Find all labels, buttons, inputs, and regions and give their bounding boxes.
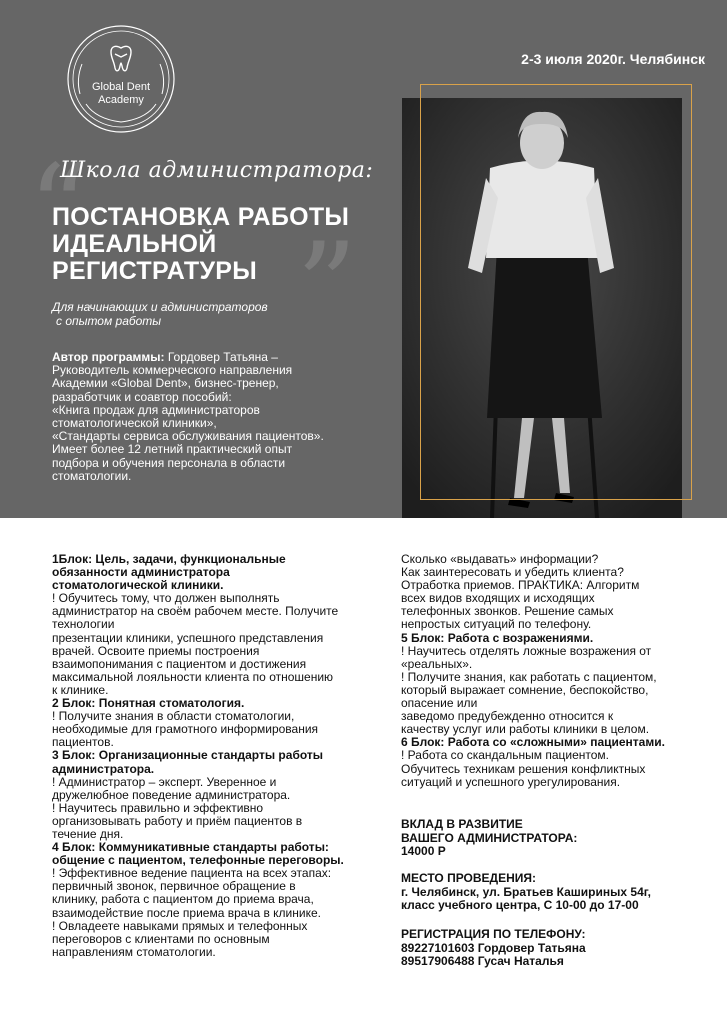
- program-line: Обучитесь техникам решения конфликтных: [401, 761, 646, 776]
- program-line: администратор на своём рабочем месте. Получите: [52, 604, 339, 619]
- title-line-2: ИДЕАЛЬНОЙ: [52, 230, 217, 258]
- quote-open-icon: “: [28, 140, 90, 279]
- program-line: 4 Блок: Коммуникативные стандарты работы:: [52, 840, 329, 855]
- program-line: опасение или: [401, 696, 478, 711]
- program-right-column: [401, 553, 701, 789]
- venue-line-2: класс учебного центра, С 10-00 до 17-00: [401, 898, 639, 912]
- program-line: течение дня.: [52, 826, 124, 841]
- program-line: к клинике.: [52, 682, 109, 697]
- program-line: ! Администратор – эксперт. Уверенное и: [52, 774, 277, 789]
- program-line: презентации клиники, успешного представления: [52, 630, 324, 645]
- school-script-title: Школа администратора:: [60, 158, 374, 183]
- author-line: подбора и обучения персонала в области: [52, 455, 286, 470]
- program-line: максимальной лояльности клиента по отношению: [52, 669, 334, 684]
- program-line: ! Научитесь отделять ложные возражения от: [401, 643, 652, 658]
- program-line: 3 Блок: Организационные стандарты работы: [52, 748, 324, 763]
- author-line: Академии «Global Dent», бизнес-тренер,: [52, 376, 279, 391]
- price-line-1: ВКЛАД В РАЗВИТИЕ: [401, 817, 523, 831]
- program-line: направлениям стоматологии.: [52, 944, 216, 959]
- subtitle-line-1: Для начинающих и администраторов: [52, 300, 268, 314]
- program-line: ! Получите знания, как работать с пациентом,: [401, 669, 657, 684]
- author-line: Руководитель коммерческого направления: [52, 363, 293, 378]
- program-line: клинику, работа с пациентом до приема врача,: [52, 892, 314, 907]
- program-line: ! Обучитесь тому, что должен выполнять: [52, 591, 280, 606]
- program-line: ! Работа со скандальным пациентом.: [401, 748, 609, 763]
- quote-close-icon: ”: [296, 218, 358, 357]
- author-line: стоматологической клиники»,: [52, 416, 217, 431]
- registration-contact-1: 89227101603 Гордовер Татьяна: [401, 940, 586, 955]
- program-line: Сколько «выдавать» информации?: [401, 552, 599, 566]
- program-line: дружелюбное поведение администратора.: [52, 787, 291, 802]
- program-line: качеству услуг или работы клиники в целом.: [401, 722, 650, 737]
- program-line: организовывать работу и приём пациентов в: [52, 813, 303, 828]
- program-line: 1Блок: Цель, задачи, функциональные: [52, 552, 286, 566]
- program-line: взаимопонимания с пациентом и достижения: [52, 656, 307, 671]
- author-text: Гордовер Татьяна –: [164, 350, 278, 364]
- program-line: необходимые для грамотного информирования: [52, 722, 319, 737]
- program-line: ! Овладеете навыками прямых и телефонных: [52, 918, 308, 933]
- event-date: 2-3 июля 2020г. Челябинск: [521, 51, 705, 67]
- program-line: всех видов входящих и исходящих: [401, 591, 595, 606]
- price-amount: 14000 Р: [401, 844, 446, 858]
- program-line: заведомо предубежденно относится к: [401, 709, 614, 724]
- program-line: Отработка приемов. ПРАКТИКА: Алгоритм: [401, 578, 640, 593]
- title-line-3: РЕГИСТРАТУРЫ: [52, 257, 258, 285]
- author-line: Имеет более 12 летний практический опыт: [52, 442, 293, 457]
- venue-label: МЕСТО ПРОВЕДЕНИЯ:: [401, 871, 537, 885]
- program-line: стоматологической клиники.: [52, 578, 224, 593]
- program-line: ! Научитесь правильно и эффективно: [52, 800, 264, 815]
- program-left-column: [52, 553, 382, 959]
- price-block: [401, 818, 577, 859]
- program-line: общение с пациентом, телефонные переговоры.: [52, 853, 344, 868]
- program-line: телефонных звонков. Решение самых: [401, 604, 614, 619]
- program-line: врачей. Освоите приемы построения: [52, 643, 260, 658]
- program-line: технологии: [52, 617, 115, 632]
- program-line: администратора.: [52, 761, 155, 776]
- logo-line-2: Academy: [98, 94, 144, 106]
- author-line: «Книга продаж для администраторов: [52, 402, 260, 417]
- program-line: первичный звонок, первичное обращение в: [52, 879, 296, 894]
- logo-text: [66, 81, 176, 107]
- author-description: [52, 351, 372, 483]
- program-line: переговоров с клиентами по основным: [52, 931, 270, 946]
- page-title: [52, 204, 349, 285]
- gold-frame: [420, 84, 692, 500]
- author-line: «Стандарты сервиса обслуживания пациентов».: [52, 429, 324, 444]
- author-line: стоматологии.: [52, 468, 132, 483]
- program-line: взаимодействие после приема врача в клинике.: [52, 905, 321, 920]
- program-line: ! Получите знания в области стоматологии,: [52, 709, 295, 724]
- program-line: обязанности администратора: [52, 565, 230, 580]
- venue-block: [401, 872, 651, 913]
- program-line: ситуаций и успешного урегулирования.: [401, 774, 621, 789]
- program-line: 2 Блок: Понятная стоматология.: [52, 696, 245, 711]
- program-line: ! Эффективное ведение пациента на всех этапах:: [52, 866, 332, 881]
- logo-line-1: Global Dent: [91, 81, 151, 93]
- registration-contact-2: 89517906488 Гусач Наталья: [401, 954, 564, 968]
- global-dent-logo: [66, 24, 176, 134]
- program-line: пациентов.: [52, 735, 114, 750]
- registration-block: [401, 928, 586, 969]
- program-line: который выражает сомнение, беспокойство,: [401, 682, 649, 697]
- program-line: 5 Блок: Работа с возражениями.: [401, 630, 594, 645]
- program-line: Как заинтересовать и убедить клиента?: [401, 565, 624, 580]
- author-label: Автор программы:: [52, 350, 165, 364]
- price-line-2: ВАШЕГО АДМИНИСТРАТОРА:: [401, 830, 578, 845]
- registration-label: РЕГИСТРАЦИЯ ПО ТЕЛЕФОНУ:: [401, 927, 586, 941]
- venue-line-1: г. Челябинск, ул. Братьев Кашириных 54г,: [401, 884, 652, 899]
- program-line: 6 Блок: Работа со «сложными» пациентами.: [401, 735, 665, 750]
- title-line-1: ПОСТАНОВКА РАБОТЫ: [52, 203, 350, 231]
- subtitle-line-2: с опытом работы: [56, 314, 162, 328]
- author-line: разработчик и соавтор пособий:: [52, 389, 232, 404]
- program-line: непростых ситуаций по телефону.: [401, 617, 592, 632]
- program-line: «реальных».: [401, 656, 473, 671]
- subtitle: [52, 300, 268, 328]
